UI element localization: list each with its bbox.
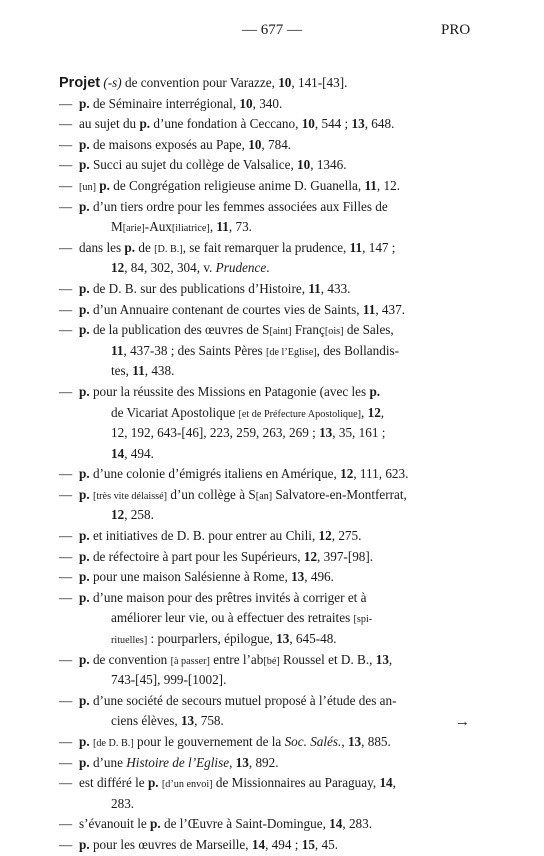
italic-text: Soc. Salés. [284, 734, 342, 749]
entry-text: , 438. [144, 363, 175, 379]
index-entry-line [59, 753, 479, 774]
entry-text: de Missionnaires au Paraguay, [212, 775, 380, 791]
entry-text: , 494 ; [265, 836, 302, 852]
entry-text: , 397-[98]. [317, 548, 374, 564]
editorial-note: [D. B.] [154, 243, 183, 255]
entry-text: , [341, 734, 348, 749]
entry-text: Franç [291, 322, 325, 338]
index-entry-line [59, 176, 479, 197]
entry-dash: — [59, 816, 73, 832]
volume-ref: 11 [349, 239, 363, 255]
index-continuation-line [59, 423, 479, 444]
volume-ref: 11 [216, 219, 229, 235]
index-entry-line [59, 114, 479, 135]
volume-ref: 10 [278, 75, 292, 90]
index-entry-line [59, 300, 479, 321]
volume-ref: 13 [276, 631, 290, 647]
index-entry-line [59, 814, 479, 835]
volume-ref: p. [79, 589, 90, 605]
editorial-note: [iliatrice] [171, 223, 210, 235]
volume-ref: p. [369, 383, 381, 399]
editorial-note: [un] [79, 181, 96, 193]
entry-text: Salvatore-en-Montferrat, [272, 486, 407, 502]
entry-text: d’un Annuaire contenant de courtes vies de Saints, [89, 301, 363, 317]
index-entry-line [59, 320, 479, 341]
editorial-note: [et de Préfecture Apostolique] [238, 408, 362, 420]
volume-ref: 10 [301, 116, 315, 132]
volume-ref: 12 [303, 548, 318, 564]
entry-text: s’évanouit le [79, 816, 151, 832]
editorial-note: [bé] [263, 655, 280, 667]
editorial-note: rituelles] [111, 635, 148, 647]
entry-text: , [392, 775, 396, 791]
volume-ref: 13 [347, 734, 362, 749]
index-continuation-line [59, 361, 479, 382]
index-continuation-line [59, 444, 479, 465]
index-continuation-line [59, 505, 479, 526]
volume-ref: p. [124, 239, 136, 255]
volume-ref: p. [99, 177, 110, 193]
entry-dash: — [59, 95, 73, 111]
entry-text: Roussel et D. B., [279, 651, 376, 667]
entry-text: , 45. [314, 836, 338, 852]
entry-text: Succi au sujet du collège de Valsalice, [89, 157, 298, 173]
entry-text: de [135, 239, 155, 255]
entry-text: , 758. [194, 713, 224, 729]
entry-text: de la publication des œuvres de S [89, 322, 270, 338]
index-entry-line [59, 588, 479, 609]
volume-ref: p. [79, 754, 90, 770]
entry-dash: — [59, 280, 73, 296]
entry-text: , 433. [320, 280, 351, 296]
volume-ref: 14 [251, 836, 266, 852]
index-continuation-line [59, 670, 479, 691]
index-continuation-line [59, 258, 479, 279]
index-entry-line [59, 732, 479, 753]
volume-ref: p. [79, 95, 90, 111]
volume-ref: p. [79, 836, 90, 852]
volume-ref: 13 [291, 569, 305, 585]
entry-text: d’une société de secours mutuel proposé à l’étude des an- [89, 692, 397, 708]
entry-text: , 147 ; [362, 239, 396, 255]
index-entry-line [59, 691, 479, 712]
entry-text: de convention [89, 651, 171, 667]
volume-ref: p. [79, 136, 90, 152]
entry-text: , 141-[43]. [291, 75, 348, 90]
running-head: PRO [441, 22, 471, 38]
editorial-note: [arie] [122, 223, 145, 235]
volume-ref: p. [150, 816, 161, 832]
entry-text: dans les [79, 239, 125, 255]
entry-text: pour les œuvres de Marseille, [89, 836, 252, 852]
entry-text: , 340. [252, 95, 283, 111]
editorial-note: [aint] [269, 326, 292, 338]
index-entry-line [59, 94, 479, 115]
volume-ref: 12 [111, 507, 125, 523]
entry-text: au sujet du [79, 116, 140, 132]
entry-text: 743-[45], 999-[1002]. [111, 672, 227, 688]
volume-ref: 12 [367, 404, 381, 420]
editorial-note: [ois] [324, 326, 344, 338]
entry-text: , 496. [304, 569, 334, 585]
entry-text: , 648. [364, 116, 395, 132]
index-continuation-line [59, 403, 479, 424]
entry-text: de l’Œuvre à Saint-Domingue, [160, 816, 330, 832]
volume-ref: 10 [297, 157, 311, 173]
entry-text: , 258. [124, 507, 154, 523]
volume-ref: p. [79, 280, 90, 296]
entry-dash: — [59, 589, 73, 605]
volume-ref: 13 [319, 425, 333, 441]
headword-suffix: (-s) [103, 75, 122, 90]
entry-text: , 784. [261, 136, 292, 152]
editorial-note: [an] [255, 490, 273, 502]
entry-text: d’une maison pour des prêtres invités à corriger et à [89, 589, 367, 605]
volume-ref: 14 [379, 775, 393, 791]
entry-text: , 437-38 ; des Saints Pères [123, 342, 266, 358]
index-entries [59, 73, 479, 856]
index-continuation-line [59, 217, 479, 238]
editorial-note: [d’un envoi] [161, 779, 213, 791]
volume-ref: 13 [180, 713, 195, 729]
entry-text: d’un tiers ordre pour les femmes associées aux Filles de [89, 198, 388, 214]
entry-text: pour une maison Salésienne à Rome, [89, 569, 292, 585]
entry-dash: — [59, 301, 73, 317]
entry-text: , 73. [228, 219, 252, 235]
index-entry-line [59, 485, 479, 506]
entry-text: 283. [111, 795, 135, 811]
volume-ref: 13 [235, 754, 249, 770]
entry-text: de réfectoire à part pour les Supérieurs, [89, 548, 304, 564]
entry-text: , 84, 302, 304, v. [124, 260, 216, 276]
entry-text: , 544 ; [314, 116, 352, 132]
volume-ref: 13 [351, 116, 365, 132]
entry-text: , 494. [124, 445, 154, 461]
entry-dash: — [59, 692, 73, 708]
entry-text: pour la réussite des Missions en Patagonie (avec les [89, 383, 370, 399]
volume-ref: 11 [364, 177, 377, 193]
entry-text: de convention pour Varazze, [125, 75, 279, 90]
entry-text: , [229, 754, 236, 770]
entry-text: , [380, 404, 385, 420]
entry-text: de Séminaire interrégional, [89, 95, 240, 111]
volume-ref: p. [79, 651, 90, 667]
entry-text: ciens élèves, [111, 713, 181, 729]
index-entry-line [59, 238, 479, 259]
entry-text: , 645-48. [289, 631, 337, 647]
volume-ref: 11 [132, 363, 145, 379]
entry-text: : pourparlers, épilogue, [147, 631, 277, 647]
entry-text: M [111, 219, 123, 235]
volume-ref: 15 [301, 836, 315, 852]
editorial-note: [spi- [353, 614, 373, 626]
editorial-note: [à passer] [170, 655, 210, 667]
volume-ref: p. [79, 157, 90, 173]
entry-text: de Congrégation religieuse anime D. Guanella, [109, 177, 365, 193]
entry-text: entre l’ab [209, 651, 264, 667]
entry-dash: — [59, 198, 73, 214]
volume-ref: p. [79, 528, 90, 544]
volume-ref: 10 [248, 136, 262, 152]
entry-text: , se fait remarquer la prudence, [182, 239, 350, 255]
volume-ref: 12 [340, 466, 354, 482]
entry-dash: — [59, 651, 73, 667]
editorial-note: [très vite délaissé] [92, 490, 168, 502]
index-entry-line [59, 650, 479, 671]
entry-dash: — [59, 383, 73, 399]
entry-text: , [209, 219, 217, 235]
entry-text: est différé le [79, 775, 148, 791]
italic-text: Histoire de l’Eglise [126, 754, 230, 770]
entry-text: , [388, 651, 393, 667]
index-entry-line [59, 464, 479, 485]
volume-ref: p. [79, 569, 90, 585]
volume-ref: p. [79, 322, 90, 338]
headword: Projet [59, 75, 101, 91]
entry-text: , 283. [342, 816, 373, 832]
entry-dash: — [59, 754, 73, 770]
entry-dash: — [59, 136, 73, 152]
index-entry-line [59, 835, 479, 856]
index-entry-line [59, 526, 479, 547]
volume-ref: 10 [239, 95, 253, 111]
volume-ref: p. [139, 116, 151, 132]
volume-ref: p. [79, 198, 90, 214]
entry-text: d’un collège à S [167, 486, 256, 502]
entry-text: , des Bollandis- [316, 342, 400, 358]
entry-text: , 275. [331, 528, 362, 544]
volume-ref: p. [79, 301, 90, 317]
index-entry-line [59, 279, 479, 300]
volume-ref: p. [79, 548, 90, 564]
entry-text: d’une [89, 754, 127, 770]
volume-ref: 14 [329, 816, 343, 832]
index-continuation-line [59, 711, 479, 732]
volume-ref: p. [79, 692, 90, 708]
volume-ref: 11 [111, 342, 124, 358]
entry-dash: — [59, 157, 73, 173]
entry-text: , 437. [375, 301, 405, 317]
entry-text: , 12. [376, 177, 400, 193]
entry-text: d’une colonie d’émigrés italiens en Amérique, [89, 466, 341, 482]
entry-dash: — [59, 466, 73, 482]
index-continuation-line [59, 794, 479, 815]
entry-dash: — [59, 569, 73, 585]
index-continuation-line [59, 341, 479, 362]
editorial-note: [de l’Eglise] [265, 346, 317, 358]
entry-dash: — [59, 775, 73, 791]
entry-dash: — [59, 116, 73, 132]
volume-ref: p. [79, 383, 90, 399]
index-entry-line [59, 382, 479, 403]
entry-text: . [266, 260, 270, 276]
entry-dash: — [59, 836, 73, 852]
entry-text: , 892. [248, 754, 279, 770]
entry-text: améliorer leur vie, ou à effectuer des retraites [111, 610, 354, 626]
volume-ref: 11 [362, 301, 376, 317]
index-entry-line [59, 155, 479, 176]
entry-text: et initiatives de D. B. pour entrer au Chili, [89, 528, 319, 544]
page-number: — 677 — [242, 22, 302, 38]
entry-text: , 35, 161 ; [332, 425, 386, 441]
volume-ref: p. [79, 466, 90, 482]
entry-dash: — [59, 548, 73, 564]
entry-dash: — [59, 322, 73, 338]
volume-ref: 12 [111, 260, 125, 276]
index-entry-line [59, 547, 479, 568]
entry-text: , 1346. [310, 157, 347, 173]
entry-text: de Sales, [343, 322, 394, 338]
entry-text: de maisons exposés au Pape, [89, 136, 249, 152]
editorial-note: [de D. B.] [92, 738, 134, 749]
entry-dash: — [59, 734, 73, 749]
entry-dash: — [59, 486, 73, 502]
entry-text: , [361, 404, 368, 420]
volume-ref: 14 [111, 445, 125, 461]
volume-ref: 13 [375, 651, 389, 667]
volume-ref: p. [79, 734, 90, 749]
entry-text: de D. B. sur des publications d’Histoire, [89, 280, 309, 296]
index-entry-line [59, 135, 479, 156]
volume-ref: p. [79, 486, 90, 502]
entry-dash: — [59, 177, 73, 193]
continue-arrow-icon[interactable]: → [455, 714, 470, 730]
volume-ref: p. [147, 775, 159, 791]
volume-ref: 12 [318, 528, 332, 544]
index-entry-line [59, 197, 479, 218]
entry-text: de Vicariat Apostolique [111, 404, 239, 420]
entry-dash: — [59, 239, 73, 255]
entry-text: tes, [111, 363, 133, 379]
italic-text: Prudence [215, 260, 267, 276]
index-continuation-line [59, 608, 479, 629]
volume-ref: 11 [308, 280, 321, 296]
index-entry-line [59, 567, 479, 588]
entry-text: 12, 192, 643-[46], 223, 259, 263, 269 ; [111, 425, 320, 441]
entry-text: d’une fondation à Ceccano, [150, 116, 302, 132]
index-continuation-line [59, 629, 479, 650]
entry-text: , 111, 623. [353, 466, 409, 482]
entry-text: pour le gouvernement de la [133, 734, 285, 749]
entry-dash: — [59, 528, 73, 544]
entry-text: -Aux [144, 219, 172, 235]
entry-text: , 885. [361, 734, 391, 749]
headword-line [59, 73, 479, 94]
